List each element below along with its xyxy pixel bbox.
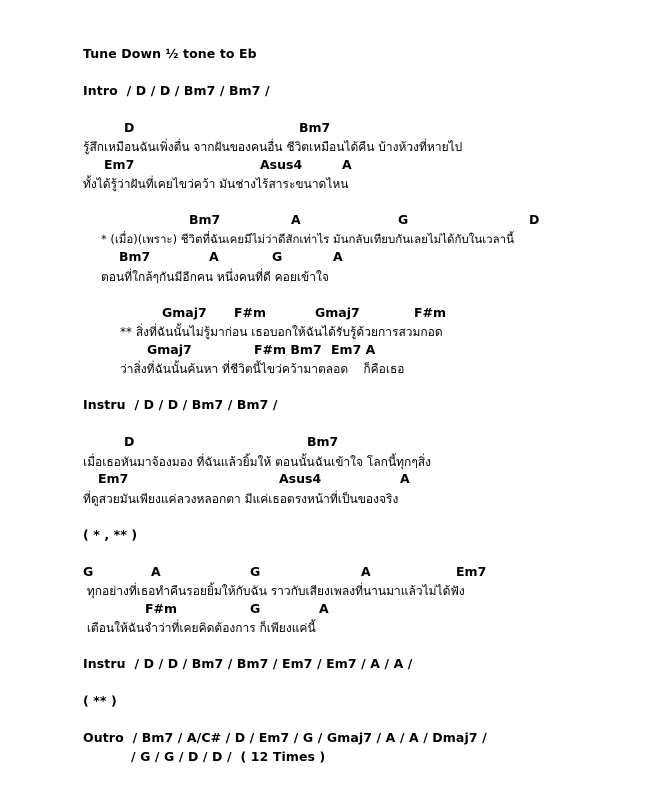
chord: A: [342, 157, 352, 172]
chord: Em7 A: [331, 342, 376, 357]
lyric-line: รู้สึกเหมือนฉันเพิ่งตื่น จากฝันของคนอื่น ชีวิตเหมือนได้คืน บ้างห้วงที่หายไป: [83, 140, 463, 154]
chord: F#m: [145, 601, 178, 616]
chord: D: [124, 434, 135, 449]
lyric-line: เตือนให้ฉันจำว่าที่เคยคิดต้องการ ก็เพียงแค่นี้: [83, 621, 316, 635]
chord: G: [250, 601, 261, 616]
chord: Em7: [104, 157, 135, 172]
chord: A: [151, 564, 161, 579]
chord: A: [291, 212, 301, 227]
outro-line: Outro / Bm7 / A/C# / D / Em7 / G / Gmaj7 / A / A / Dmaj7 /: [83, 730, 487, 745]
chord: A: [333, 249, 343, 264]
chord: Bm7: [307, 434, 339, 449]
chord: Em7: [456, 564, 487, 579]
tuning-line: Tune Down ½ tone to Eb: [83, 46, 257, 61]
chord: A: [209, 249, 219, 264]
chord: Asus4: [279, 471, 322, 486]
instru-line: Instru / D / D / Bm7 / Bm7 / Em7 / Em7 / A / A /: [83, 656, 413, 671]
lyric-line: ที่ดูสวยมันเพียงแค่ลวงหลอกตา มีแค่เธอตรงหน้าที่เป็นของจริง: [83, 492, 399, 506]
lyric-line: ทุกอย่างที่เธอทำคืนรอยยิ้มให้กับฉัน ราวกับเสียงเพลงที่นานมาแล้วไม่ได้ฟัง: [83, 584, 465, 598]
lyric-line: * (เมื่อ)(เพราะ) ชีวิตที่ฉันเคยมีไม่ว่าดีสักเท่าไร มันกลับเทียบกันเลยไม่ได้กับในเวลานี้: [101, 232, 514, 246]
chord: Gmaj7: [162, 305, 207, 320]
chord: G: [83, 564, 94, 579]
lyric-line: ว่าสิ่งที่ฉันนั้นค้นหา ที่ชีวิตนี้ไขว่คว้ามาตลอด ก็คือเธอ: [120, 362, 405, 376]
lyric-line: ** สิ่งที่ฉันนั้นไม่รู้มาก่อน เธอบอกให้ฉันได้รับรู้ด้วยการสวมกอด: [120, 325, 443, 339]
chord: Bm7: [299, 120, 331, 135]
chord: G: [398, 212, 409, 227]
chord: Bm7: [189, 212, 221, 227]
repeat-marker: ( * , ** ): [83, 527, 138, 542]
repeat-marker: ( ** ): [83, 693, 117, 708]
chord: A: [361, 564, 371, 579]
chord: G: [272, 249, 283, 264]
chord: Bm7: [119, 249, 151, 264]
chord: D: [124, 120, 135, 135]
lyric-line: ทั้งได้รู้ว่าฝันที่เคยไขว่คว้า มันช่างไร้สาระขนาดไหน: [83, 177, 349, 191]
outro-line-2: / G / G / D / D / ( 12 Times ): [131, 749, 326, 764]
chord: F#m: [234, 305, 267, 320]
chord: Gmaj7: [315, 305, 360, 320]
chord: Em7: [98, 471, 129, 486]
chord: D: [529, 212, 540, 227]
chord: A: [319, 601, 329, 616]
chord: F#m Bm7: [254, 342, 322, 357]
chord: Asus4: [260, 157, 303, 172]
chord: Gmaj7: [147, 342, 192, 357]
instru-line: Instru / D / D / Bm7 / Bm7 /: [83, 397, 278, 412]
chord: G: [250, 564, 261, 579]
lyric-line: เมื่อเธอหันมาจ้องมอง ที่ฉันแล้วยิ้มให้ ตอนนั้นฉันเข้าใจ โลกนี้ทุกๆสิ่ง: [83, 455, 431, 469]
chord: F#m: [414, 305, 447, 320]
intro-line: Intro / D / D / Bm7 / Bm7 /: [83, 83, 270, 98]
chord: A: [400, 471, 410, 486]
lyric-line: ตอนที่ใกล้ๆกันมีอีกคน หนึ่งคนที่ดี คอยเข้าใจ: [101, 270, 329, 284]
